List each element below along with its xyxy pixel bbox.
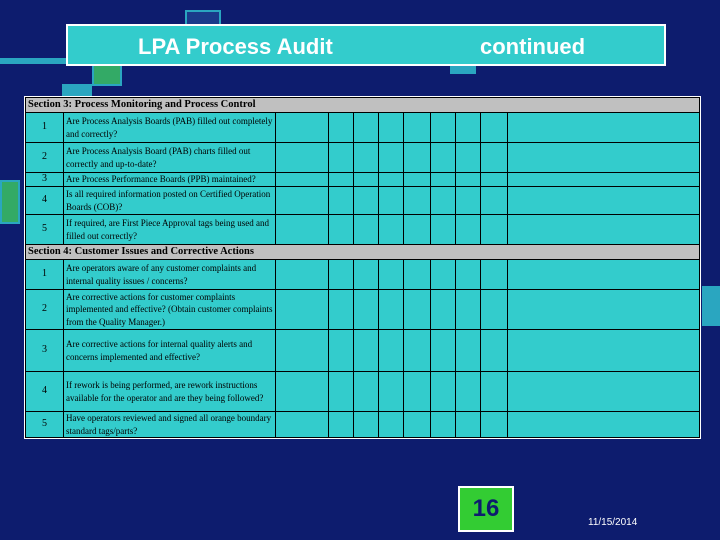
check-cell [354, 143, 379, 173]
check-cell [329, 187, 354, 215]
check-cell [276, 330, 329, 372]
check-cell [276, 412, 329, 438]
check-cell [354, 260, 379, 290]
check-cell [276, 290, 329, 330]
check-cell [431, 330, 456, 372]
check-cell [508, 173, 700, 187]
table-row [26, 215, 700, 245]
check-cell [404, 330, 431, 372]
check-cell [456, 290, 481, 330]
check-cell [354, 290, 379, 330]
title-bar [66, 24, 666, 66]
check-cell [404, 173, 431, 187]
check-cell [508, 412, 700, 438]
check-cell [456, 113, 481, 143]
check-cell [354, 187, 379, 215]
audit-table-frame [24, 96, 701, 439]
table-row [26, 143, 700, 173]
check-cell [481, 173, 508, 187]
audit-question: Have operators reviewed and signed all orange boundary standard tags/parts? [64, 412, 276, 438]
check-cell [481, 290, 508, 330]
check-cell [404, 215, 431, 245]
check-cell [508, 372, 700, 412]
decorative-square [702, 286, 720, 326]
check-cell [431, 187, 456, 215]
slide-number: 16 [458, 486, 514, 532]
check-cell [481, 412, 508, 438]
table-row [26, 290, 700, 330]
check-cell [276, 113, 329, 143]
check-cell [329, 290, 354, 330]
section-heading: Section 4: Customer Issues and Corrective Actions [26, 245, 700, 260]
check-cell [379, 187, 404, 215]
check-cell [456, 143, 481, 173]
table-row [26, 412, 700, 438]
check-cell [276, 187, 329, 215]
check-cell [481, 330, 508, 372]
check-cell [354, 372, 379, 412]
audit-question: Are Process Performance Boards (PPB) maintained? [64, 173, 276, 187]
check-cell [456, 330, 481, 372]
row-number: 3 [26, 173, 64, 187]
check-cell [481, 372, 508, 412]
row-number: 4 [26, 187, 64, 215]
check-cell [379, 372, 404, 412]
section-header-row [26, 245, 700, 260]
check-cell [379, 412, 404, 438]
check-cell [508, 290, 700, 330]
check-cell [276, 215, 329, 245]
row-number: 2 [26, 290, 64, 330]
slide-date: 11/15/2014 [588, 517, 638, 528]
row-number: 1 [26, 113, 64, 143]
row-number: 4 [26, 372, 64, 412]
check-cell [354, 113, 379, 143]
check-cell [508, 330, 700, 372]
audit-question: Are corrective actions for internal quality alerts and concerns implemented and effective? [64, 330, 276, 372]
check-cell [379, 290, 404, 330]
table-row [26, 173, 700, 187]
check-cell [276, 173, 329, 187]
check-cell [354, 173, 379, 187]
audit-question: Are Process Analysis Board (PAB) charts filled out correctly and up-to-date? [64, 143, 276, 173]
check-cell [456, 260, 481, 290]
check-cell [276, 260, 329, 290]
audit-question: Are Process Analysis Boards (PAB) filled out completely and correctly? [64, 113, 276, 143]
check-cell [456, 173, 481, 187]
check-cell [481, 260, 508, 290]
check-cell [404, 372, 431, 412]
check-cell [431, 372, 456, 412]
check-cell [354, 330, 379, 372]
check-cell [404, 143, 431, 173]
check-cell [508, 187, 700, 215]
check-cell [481, 113, 508, 143]
check-cell [329, 260, 354, 290]
check-cell [456, 215, 481, 245]
check-cell [329, 173, 354, 187]
check-cell [508, 113, 700, 143]
check-cell [379, 330, 404, 372]
check-cell [508, 260, 700, 290]
audit-question: Are operators aware of any customer complaints and internal quality issues / concerns? [64, 260, 276, 290]
check-cell [329, 330, 354, 372]
check-cell [379, 215, 404, 245]
check-cell [431, 260, 456, 290]
check-cell [508, 215, 700, 245]
check-cell [404, 412, 431, 438]
audit-table [25, 97, 700, 438]
check-cell [329, 412, 354, 438]
table-row [26, 260, 700, 290]
decorative-square [0, 58, 66, 64]
check-cell [431, 143, 456, 173]
check-cell [329, 372, 354, 412]
audit-question: Are corrective actions for customer complaints implemented and effective? (Obtain customer complaints from the Quality Manager.) [64, 290, 276, 330]
check-cell [404, 187, 431, 215]
decorative-square [450, 66, 476, 74]
row-number: 2 [26, 143, 64, 173]
check-cell [329, 143, 354, 173]
check-cell [431, 113, 456, 143]
table-row [26, 187, 700, 215]
decorative-square [62, 84, 92, 96]
audit-question: If rework is being performed, are rework instructions available for the operator and are they being followed? [64, 372, 276, 412]
check-cell [404, 260, 431, 290]
row-number: 3 [26, 330, 64, 372]
check-cell [481, 187, 508, 215]
check-cell [481, 215, 508, 245]
check-cell [431, 290, 456, 330]
check-cell [456, 187, 481, 215]
decorative-square [0, 180, 20, 224]
check-cell [456, 412, 481, 438]
table-row [26, 113, 700, 143]
check-cell [404, 113, 431, 143]
row-number: 1 [26, 260, 64, 290]
table-row [26, 330, 700, 372]
page-title: LPA Process Audit [138, 34, 333, 59]
audit-question: Is all required information posted on Certified Operation Boards (COB)? [64, 187, 276, 215]
check-cell [431, 412, 456, 438]
page-title-continued: continued [480, 34, 586, 59]
table-row [26, 372, 700, 412]
check-cell [379, 113, 404, 143]
check-cell [354, 215, 379, 245]
check-cell [431, 215, 456, 245]
check-cell [276, 143, 329, 173]
section-heading: Section 3: Process Monitoring and Process Control [26, 98, 700, 113]
section-header-row [26, 98, 700, 113]
check-cell [481, 143, 508, 173]
check-cell [354, 412, 379, 438]
check-cell [431, 173, 456, 187]
check-cell [379, 173, 404, 187]
row-number: 5 [26, 412, 64, 438]
audit-question: If required, are First Piece Approval tags being used and filled out correctly? [64, 215, 276, 245]
check-cell [508, 143, 700, 173]
check-cell [379, 143, 404, 173]
row-number: 5 [26, 215, 64, 245]
check-cell [276, 372, 329, 412]
check-cell [329, 215, 354, 245]
check-cell [379, 260, 404, 290]
check-cell [404, 290, 431, 330]
check-cell [456, 372, 481, 412]
check-cell [329, 113, 354, 143]
